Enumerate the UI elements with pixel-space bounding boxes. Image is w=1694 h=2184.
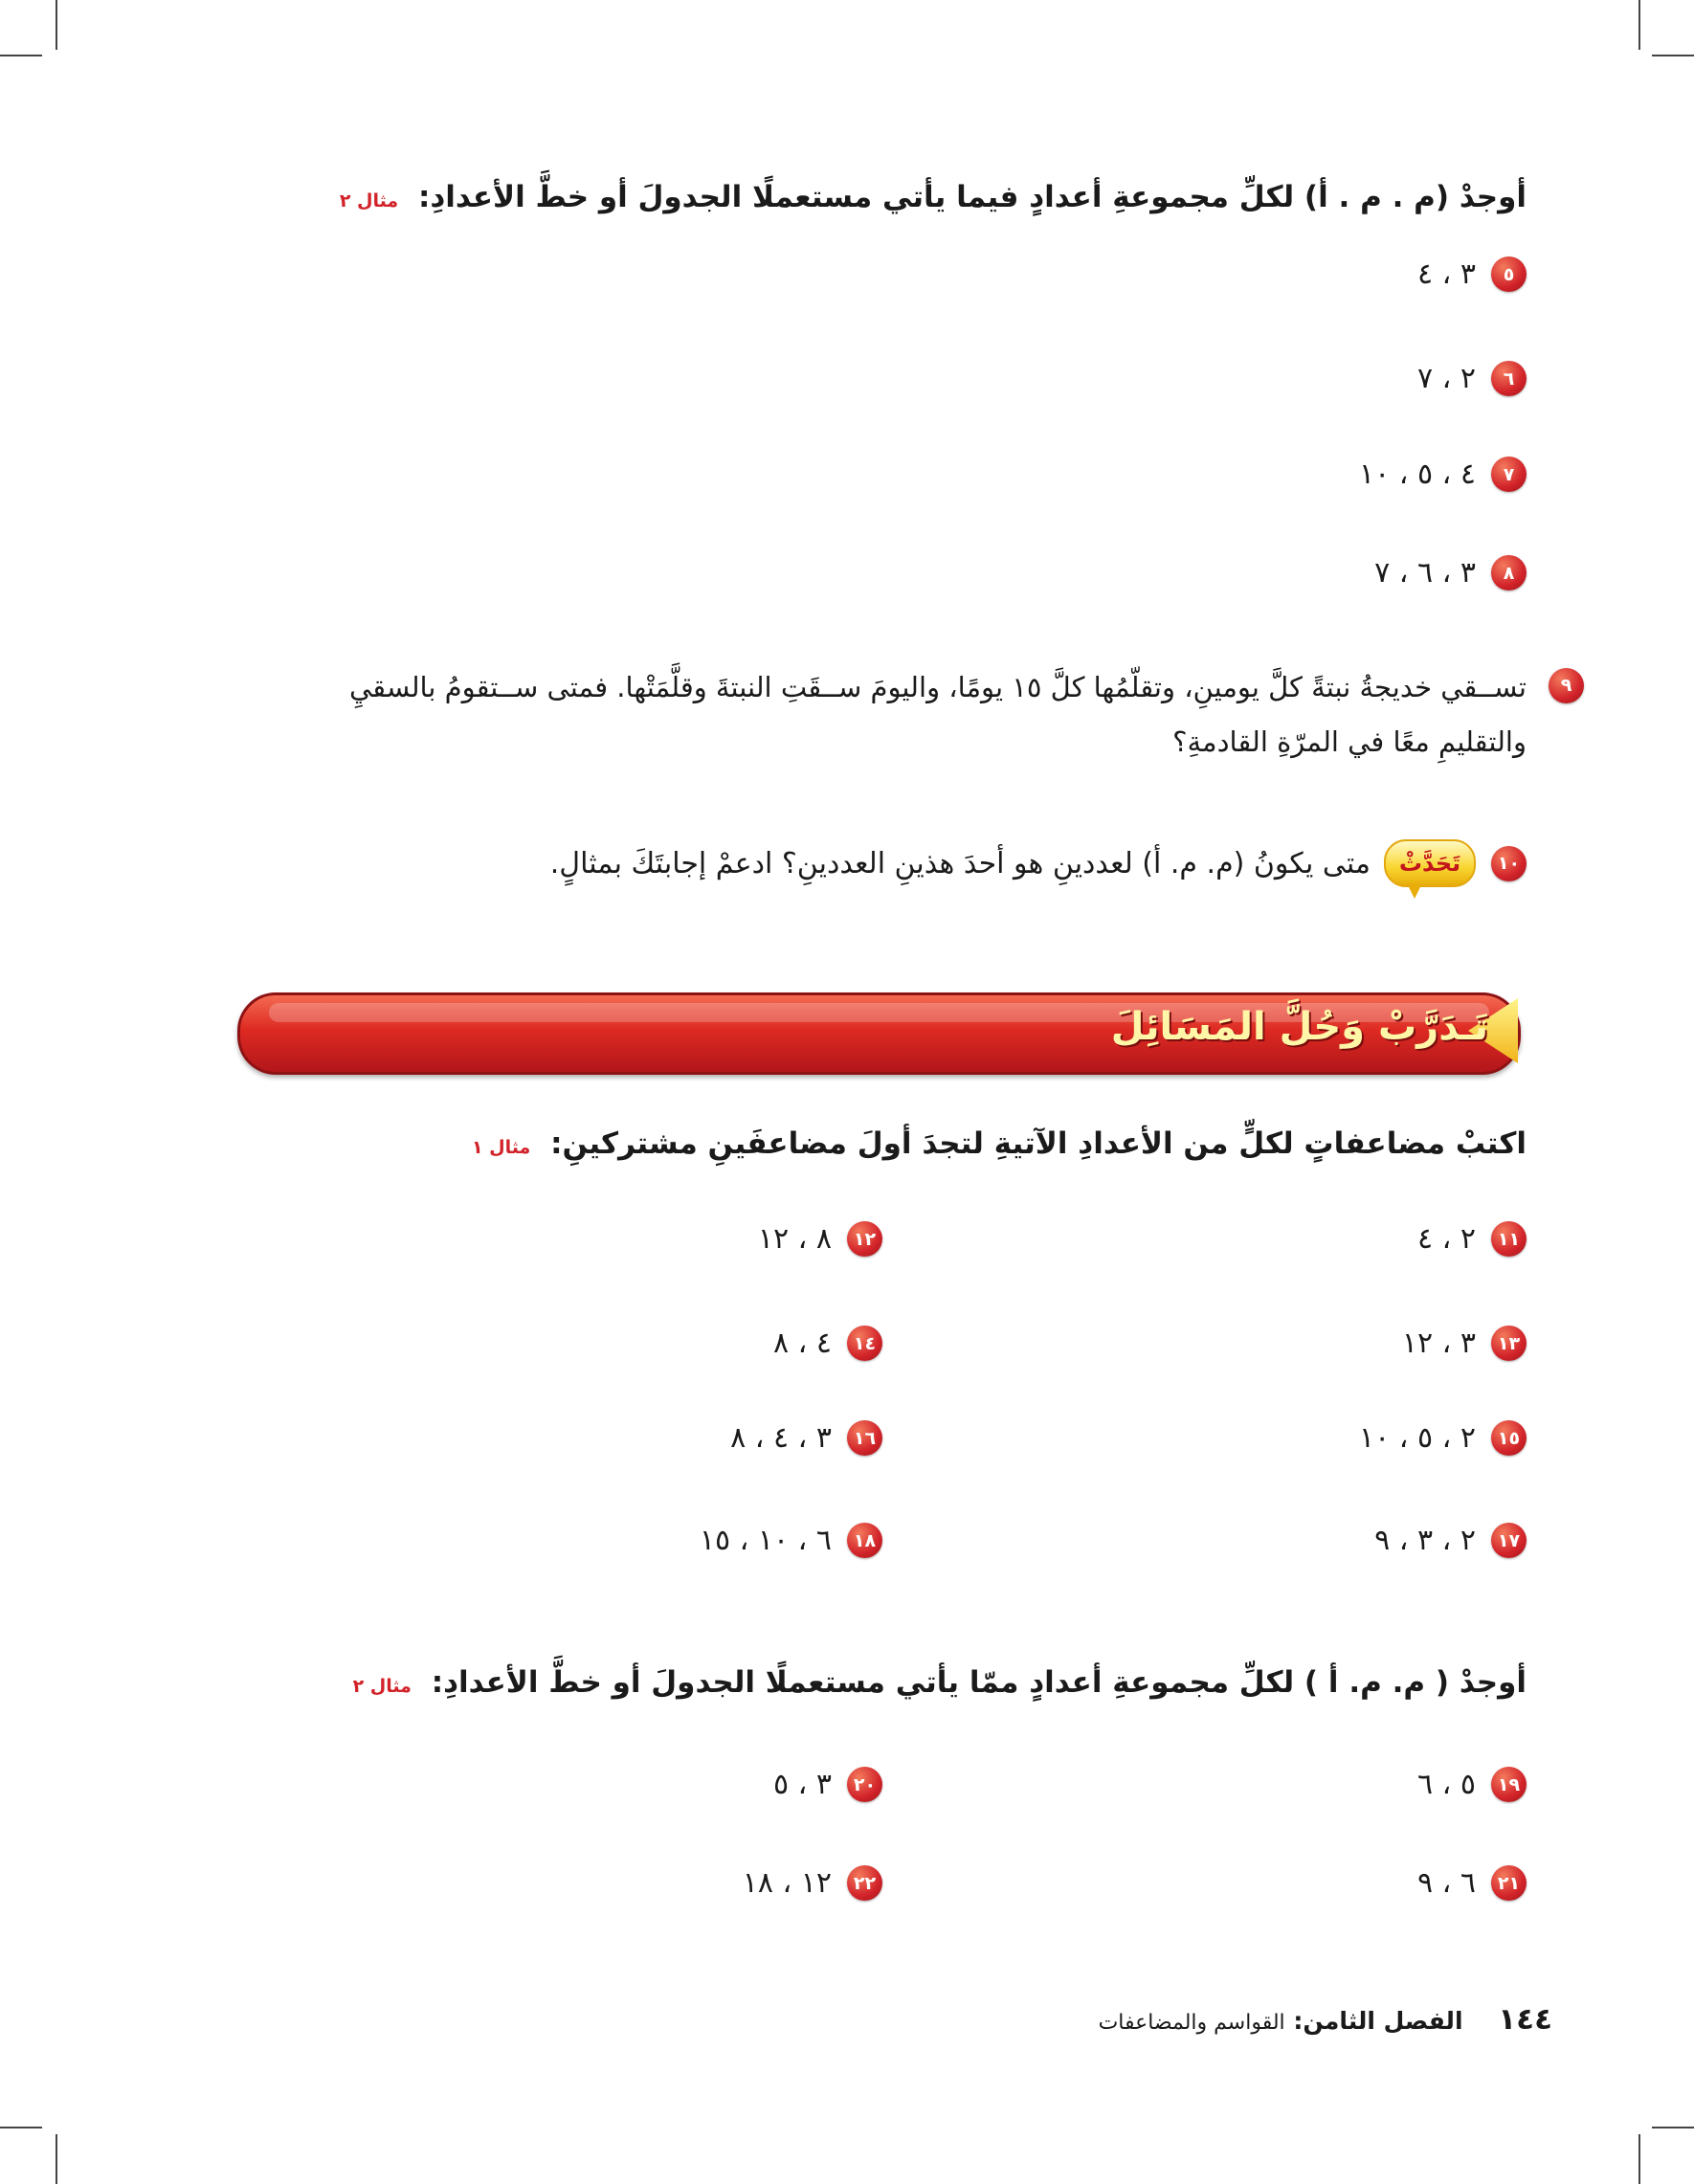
crop-mark xyxy=(1638,0,1640,50)
instruction-text: أوجدْ ( م. م. أ ) لكلِّ مجموعةِ أعدادٍ ممّا يأتي مستعملًا الجدولَ أو خطَّ الأعدادِ: xyxy=(431,1665,1527,1700)
exercise-item xyxy=(1374,1523,1527,1558)
exercise-text: ٣ ، ٤ xyxy=(1416,257,1476,291)
banner-title: تَـدَرَّبْ وَحُلَّ المَسَائِلَ xyxy=(1110,1005,1488,1049)
crop-mark xyxy=(1638,2134,1640,2184)
exercise-item xyxy=(1359,457,1527,492)
talk-speech-bubble-icon xyxy=(1384,839,1476,887)
crop-mark xyxy=(56,0,57,50)
exercise-text: ٢ ، ٣ ، ٩ xyxy=(1374,1524,1476,1557)
exercise-number-badge: ١١ xyxy=(1491,1221,1527,1257)
instruction-text: أوجدْ (م . م . أ) لكلِّ مجموعةِ أعدادٍ فيما يأتي مستعملًا الجدولَ أو خطَّ الأعدادِ: xyxy=(417,180,1527,214)
exercise-number-badge: ٧ xyxy=(1491,457,1527,492)
exercise-text: ٦ ، ٩ xyxy=(1416,1866,1476,1900)
exercise-text: ٢ ، ٤ xyxy=(1416,1222,1476,1256)
chapter-label: الفصل الثامن: xyxy=(1293,2007,1463,2035)
exercise-number-badge: ١٦ xyxy=(847,1420,882,1456)
exercise-item xyxy=(1417,256,1527,292)
problem-line: والتقليمِ معًا في المرّةِ القادمةِ؟ xyxy=(1172,725,1527,758)
exercise-text: ١٢ ، ١٨ xyxy=(742,1866,832,1900)
exercise-number-badge: ٢٢ xyxy=(847,1865,882,1901)
exercise-item xyxy=(1417,1221,1527,1257)
example-reference: مثال ٢ xyxy=(339,190,399,212)
exercise-item xyxy=(700,1523,882,1558)
example-reference: مثال ٢ xyxy=(352,1676,412,1697)
exercise-item xyxy=(1402,1326,1527,1361)
exercise-number-badge: ١٢ xyxy=(847,1221,882,1257)
chapter-title: القواسم والمضاعفات xyxy=(1098,2011,1285,2035)
exercise-number-badge: ١٥ xyxy=(1491,1420,1527,1456)
exercise-text: ٢ ، ٥ ، ١٠ xyxy=(1358,1421,1476,1455)
exercise-item xyxy=(1359,1420,1527,1456)
exercise-number-badge: ١٧ xyxy=(1491,1523,1527,1558)
exercise-text: ٥ ، ٦ xyxy=(1416,1768,1476,1801)
exercise-item xyxy=(1417,1767,1527,1802)
exercise-item xyxy=(1417,1865,1527,1901)
crop-mark xyxy=(56,2134,57,2184)
talk-label: تَحَدَّثْ xyxy=(1398,850,1461,877)
exercise-number-badge: ٢١ xyxy=(1491,1865,1527,1901)
exercise-item xyxy=(758,1221,882,1257)
instruction-text: اكتبْ مضاعفاتٍ لكلٍّ من الأعدادِ الآتيةِ لتجدَ أولَ مضاعفَينِ مشتركينِ: xyxy=(550,1126,1527,1161)
exercise-item xyxy=(773,1767,882,1802)
page-number: ١٤٤ xyxy=(1498,2002,1552,2037)
section2-instruction xyxy=(472,1126,1527,1161)
exercise-text: ٣ ، ٥ xyxy=(772,1768,832,1801)
crop-mark xyxy=(0,55,42,56)
crop-mark xyxy=(1652,55,1694,56)
exercise-item xyxy=(743,1865,882,1901)
problem-text: متى يكونُ (م. م. أ) لعددينِ هو أحدَ هذينِ العددينِ؟ ادعمْ إجابتَكَ بمثالٍ. xyxy=(549,846,1371,880)
exercise-text: ٣ ، ١٢ xyxy=(1401,1326,1476,1360)
section1-instruction xyxy=(340,180,1527,214)
exercise-number-badge: ٢٠ xyxy=(847,1767,882,1802)
exercise-number-badge: ٥ xyxy=(1491,256,1527,292)
crop-mark xyxy=(0,2127,42,2128)
section3-instruction xyxy=(353,1665,1527,1700)
exercise-text: ٦ ، ١٠ ، ١٥ xyxy=(699,1524,832,1557)
exercise-item xyxy=(773,1326,882,1361)
page-footer xyxy=(1099,2002,1552,2037)
exercise-number-badge: ٦ xyxy=(1491,361,1527,396)
exercise-number-badge: ١٠ xyxy=(1491,846,1527,881)
exercise-number-badge: ١٩ xyxy=(1491,1767,1527,1802)
problem-line: تســقي خديجةُ نبتةً كلَّ يومينِ، وتقلّمُها كلَّ ١٥ يومًا، واليومَ ســقَتِ النبتةَ وقلَّمَتْها. فمتى ســتقومُ بالسقيِ xyxy=(348,671,1527,703)
exercise-item xyxy=(730,1420,882,1456)
exercise-number-badge: ١٨ xyxy=(847,1523,882,1558)
exercise-item xyxy=(1417,361,1527,396)
exercise-text: ٨ ، ١٢ xyxy=(757,1222,832,1256)
exercise-text: ٤ ، ٥ ، ١٠ xyxy=(1358,457,1476,491)
exercise-text: ٣ ، ٦ ، ٧ xyxy=(1374,556,1476,590)
crop-mark xyxy=(1652,2127,1694,2128)
exercise-number-badge: ١٣ xyxy=(1491,1326,1527,1361)
talk-problem xyxy=(550,839,1527,887)
exercise-number-badge: ٨ xyxy=(1491,555,1527,591)
exercise-item xyxy=(1374,555,1527,591)
exercise-number-badge: ١٤ xyxy=(847,1326,882,1361)
exercise-number-badge: ٩ xyxy=(1549,668,1584,703)
example-reference: مثال ١ xyxy=(471,1137,531,1158)
exercise-text: ٣ ، ٤ ، ٨ xyxy=(730,1421,832,1455)
exercise-text: ٢ ، ٧ xyxy=(1416,362,1476,395)
exercise-text: ٤ ، ٨ xyxy=(772,1326,832,1360)
word-problem xyxy=(254,660,1572,769)
